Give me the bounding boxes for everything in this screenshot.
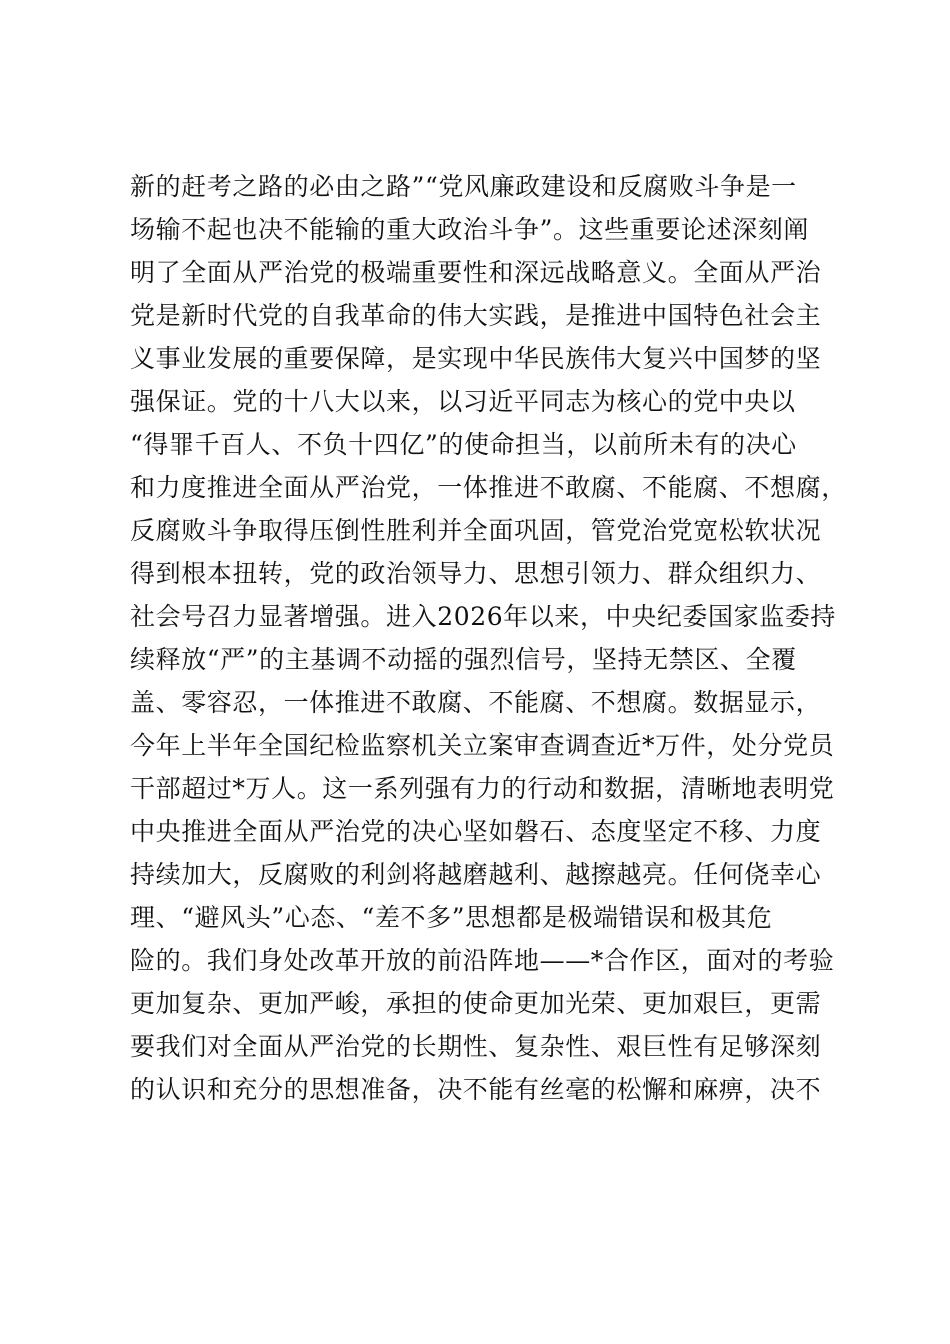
body-paragraph <box>130 165 847 1111</box>
text-line-13: 盖、零容忍，一体推进不敢腐、不能腐、不想腐。数据显示， <box>130 688 822 717</box>
text-line-12: 续释放“严”的主基调不动摇的强烈信号，坚持无禁区、全覆 <box>130 645 797 674</box>
text-line-10: 得到根本扭转，党的政治领导力、思想引领力、群众组织力、 <box>130 559 822 588</box>
text-line-9: 反腐败斗争取得压倒性胜利并全面巩固，管党治党宽松软状况 <box>130 516 822 545</box>
text-line-1: 新的赶考之路的必由之路”“党风廉政建设和反腐败斗争是一 <box>130 172 797 201</box>
text-line-21: 要我们对全面从严治党的长期性、复杂性、艰巨性有足够深刻 <box>130 1032 822 1061</box>
text-line-14: 今年上半年全国纪检监察机关立案审查调查近*万件，处分党员 <box>130 731 835 760</box>
text-line-5: 义事业发展的重要保障，是实现中华民族伟大复兴中国梦的坚 <box>130 344 822 373</box>
text-line-17: 持续加大，反腐败的利剑将越磨越利、越擦越亮。任何侥幸心 <box>130 860 822 889</box>
text-line-6: 强保证。党的十八大以来，以习近平同志为核心的党中央以 <box>130 387 796 416</box>
text-line-20: 更加复杂、更加严峻，承担的使命更加光荣、更加艰巨，更需 <box>130 989 822 1018</box>
text-line-18: 理、“避风头”心态、“差不多”思想都是极端错误和极其危 <box>130 903 773 932</box>
text-line-4: 党是新时代党的自我革命的伟大实践，是推进中国特色社会主 <box>130 301 822 330</box>
text-line-22: 的认识和充分的思想准备，决不能有丝毫的松懈和麻痹，决不 <box>130 1075 822 1104</box>
text-line-7: “得罪千百人、不负十四亿”的使命担当，以前所未有的决心 <box>130 430 797 459</box>
text-line-3: 明了全面从严治党的极端重要性和深远战略意义。全面从严治 <box>130 258 822 287</box>
text-line-16: 中央推进全面从严治党的决心坚如磐石、态度坚定不移、力度 <box>130 817 822 846</box>
text-line-8: 和力度推进全面从严治党，一体推进不敢腐、不能腐、不想腐， <box>130 473 847 502</box>
text-line-19: 险的。我们身处改革开放的前沿阵地——*合作区，面对的考验 <box>130 946 835 975</box>
text-line-15: 干部超过*万人。这一系列强有力的行动和数据，清晰地表明党 <box>130 774 835 803</box>
text-line-2: 场输不起也决不能输的重大政治斗争”。这些重要论述深刻阐 <box>130 215 809 244</box>
text-line-11: 社会号召力显著增强。进入2026年以来，中央纪委国家监委持 <box>130 602 837 631</box>
